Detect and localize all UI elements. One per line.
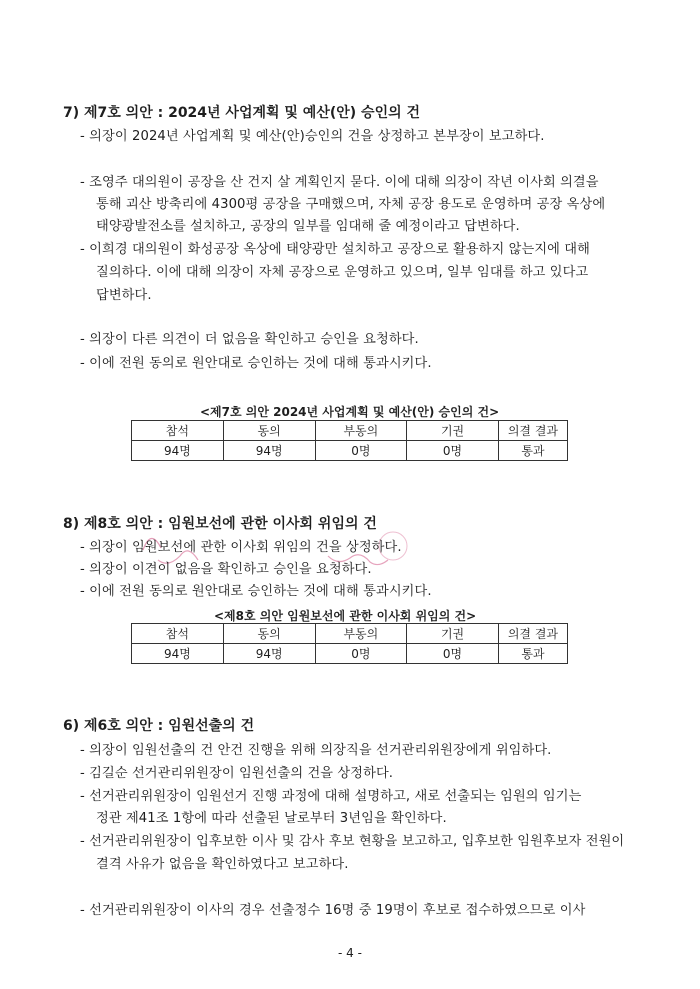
s6-line-3: - 선거관리위원장이 임원선거 진행 과정에 대해 설명하고, 새로 선출되는 임원의 임기는 [80, 789, 582, 804]
header-abstain: 기권 [407, 421, 499, 441]
s7-vote-table [131, 420, 568, 461]
s8-table-caption: <제8호 의안 임원보선에 관한 이사회 위임의 건> [214, 609, 477, 623]
cell-attend: 94명 [132, 644, 224, 664]
s7-line-3: 통해 괴산 방축리에 4300평 공장을 구매했으며, 자체 공장 용도로 운영하며 공장 옥상에 [96, 197, 606, 212]
s7-line-9: - 이에 전원 동의로 원안대로 승인하는 것에 대해 통과시키다. [80, 356, 432, 371]
s7-line-1: - 의장이 2024년 사업계획 및 예산(안)승인의 건을 상정하고 본부장이 보고하다. [80, 129, 545, 144]
page-number: - 4 - [338, 946, 362, 960]
s8-line-1: - 의장이 임원보선에 관한 이사회 위임의 건을 상정하다. [80, 540, 402, 555]
s8-vote-table [131, 623, 568, 664]
s7-line-5: - 이희경 대의원이 화성공장 옥상에 태양광만 설치하고 공장으로 활용하지 않는지에 대해 [80, 242, 590, 257]
cell-disagree: 0명 [315, 441, 407, 461]
header-result: 의결 결과 [498, 624, 567, 644]
cell-agree: 94명 [223, 644, 315, 664]
section-7-title: 7) 제7호 의안 : 2024년 사업계획 및 예산(안) 승인의 건 [63, 105, 421, 121]
s7-line-6: 질의하다. 이에 대해 의장이 자체 공장으로 운영하고 있으며, 일부 임대를 하고 있다고 [96, 265, 589, 280]
table-header-row [132, 421, 568, 441]
s7-table-caption: <제7호 의안 2024년 사업계획 및 예산(안) 승인의 건> [200, 405, 500, 419]
s7-line-7: 답변하다. [96, 288, 152, 303]
table-header-row [132, 624, 568, 644]
s7-line-4: 태양광발전소를 설치하고, 공장의 일부를 임대해 줄 예정이라고 답변하다. [96, 219, 520, 234]
s6-line-4: 정관 제41조 1항에 따라 선출된 날로부터 3년임을 확인하다. [96, 811, 447, 826]
section-8-title: 8) 제8호 의안 : 임원보선에 관한 이사회 위임의 건 [63, 516, 377, 532]
s7-line-2: - 조영주 대의원이 공장을 산 건지 살 계획인지 묻다. 이에 대해 의장이 작년 이사회 의결을 [80, 175, 599, 190]
header-attend: 참석 [132, 624, 224, 644]
cell-agree: 94명 [223, 441, 315, 461]
cell-abstain: 0명 [407, 644, 499, 664]
s6-line-2: - 김길순 선거관리위원장이 임원선출의 건을 상정하다. [80, 766, 394, 781]
table-row [132, 441, 568, 461]
cell-result: 통과 [498, 441, 567, 461]
s6-line-5: - 선거관리위원장이 입후보한 이사 및 감사 후보 현황을 보고하고, 입후보한 임원후보자 전원이 [80, 834, 625, 849]
header-abstain: 기권 [407, 624, 499, 644]
header-attend: 참석 [132, 421, 224, 441]
s8-line-2: - 의장이 이견이 없음을 확인하고 승인을 요청하다. [80, 562, 372, 577]
header-disagree: 부동의 [315, 624, 407, 644]
cell-attend: 94명 [132, 441, 224, 461]
cell-abstain: 0명 [407, 441, 499, 461]
section-6-title: 6) 제6호 의안 : 임원선출의 건 [63, 718, 255, 734]
cell-result: 통과 [498, 644, 567, 664]
header-agree: 동의 [223, 624, 315, 644]
s6-line-1: - 의장이 임원선출의 건 안건 진행을 위해 의장직을 선거관리위원장에게 위임하다. [80, 743, 552, 758]
s8-line-3: - 이에 전원 동의로 원안대로 승인하는 것에 대해 통과시키다. [80, 584, 432, 599]
header-disagree: 부동의 [315, 421, 407, 441]
s6-line-7: - 선거관리위원장이 이사의 경우 선출정수 16명 중 19명이 후보로 접수하였으므로 이사 [80, 903, 586, 918]
s7-line-8: - 의장이 다른 의견이 더 없음을 확인하고 승인을 요청하다. [80, 332, 419, 347]
s6-line-6: 결격 사유가 없음을 확인하였다고 보고하다. [96, 857, 349, 872]
header-agree: 동의 [223, 421, 315, 441]
header-result: 의결 결과 [498, 421, 567, 441]
cell-disagree: 0명 [315, 644, 407, 664]
table-row [132, 644, 568, 664]
